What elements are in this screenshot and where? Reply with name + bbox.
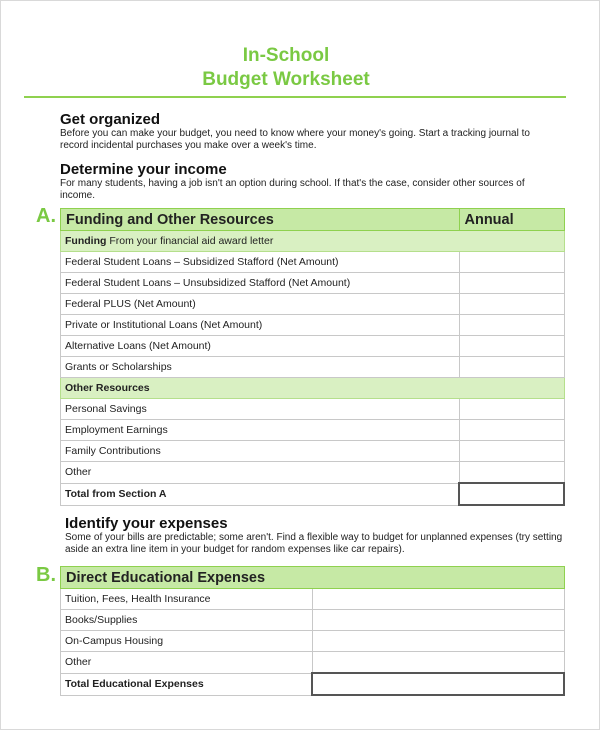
income-line-1: For many students, having a job isn't an option during school. If that's the case, consider other sources of <box>60 178 525 189</box>
annual-amount-cell[interactable] <box>459 420 564 441</box>
annual-amount-cell[interactable] <box>459 441 564 462</box>
amount-cell[interactable] <box>312 610 564 631</box>
other-resources-label: Other Resources <box>61 378 565 399</box>
section-b-title: Direct Educational Expenses <box>61 567 565 589</box>
section-b-table <box>60 566 565 696</box>
row-label: Family Contributions <box>61 441 460 462</box>
row-label: Grants or Scholarships <box>61 357 460 378</box>
funding-subheader <box>61 231 565 252</box>
table-row <box>61 631 565 652</box>
table-row <box>61 336 565 357</box>
amount-cell[interactable] <box>312 589 564 610</box>
annual-amount-cell[interactable] <box>459 273 564 294</box>
table-row <box>61 399 565 420</box>
other-resources-subheader-row <box>61 378 565 399</box>
income-heading: Determine your income <box>60 161 227 178</box>
row-label: Tuition, Fees, Health Insurance <box>61 589 313 610</box>
expenses-line-1: Some of your bills are predictable; some aren't. Find a flexible way to budget for unplanned expenses (try setting <box>65 532 563 543</box>
row-label: Private or Institutional Loans (Net Amount) <box>61 315 460 336</box>
total-label: Total Educational Expenses <box>61 673 313 695</box>
row-label: Other <box>61 652 313 674</box>
table-row <box>61 462 565 484</box>
total-label: Total from Section A <box>61 483 460 505</box>
amount-cell[interactable] <box>312 652 564 674</box>
amount-cell[interactable] <box>312 631 564 652</box>
funding-note: From your financial aid award letter <box>109 235 274 247</box>
section-a-table <box>60 208 565 506</box>
section-a-letter: A. <box>36 205 56 227</box>
table-row <box>61 652 565 674</box>
annual-amount-cell[interactable] <box>459 315 564 336</box>
expenses-heading: Identify your expenses <box>65 515 228 532</box>
row-label: Federal Student Loans – Subsidized Stafford (Net Amount) <box>61 252 460 273</box>
section-b-total-row <box>61 673 565 695</box>
table-row <box>61 610 565 631</box>
annual-amount-cell[interactable] <box>459 399 564 420</box>
expenses-line-2: aside an extra line item in your budget for random expenses like car repairs). <box>65 544 405 555</box>
title-divider <box>24 96 566 98</box>
section-b-letter: B. <box>36 564 56 586</box>
section-b-header-row <box>61 567 565 589</box>
row-label: Federal Student Loans – Unsubsidized Stafford (Net Amount) <box>61 273 460 294</box>
title-line-2: Budget Worksheet <box>202 69 370 90</box>
section-a-total-row <box>61 483 565 505</box>
section-a-header-row <box>61 209 565 231</box>
table-row <box>61 589 565 610</box>
table-row <box>61 420 565 441</box>
get-organized-line-2: record incidental purchases you make over a week's time. <box>60 140 317 151</box>
section-a-title: Funding and Other Resources <box>61 209 460 231</box>
funding-subheader-row <box>61 231 565 252</box>
income-line-2: income. <box>60 190 96 201</box>
annual-amount-cell[interactable] <box>459 336 564 357</box>
row-label: Federal PLUS (Net Amount) <box>61 294 460 315</box>
title-line-1: In-School <box>242 45 330 66</box>
annual-amount-cell[interactable] <box>459 357 564 378</box>
annual-amount-cell[interactable] <box>459 294 564 315</box>
funding-label: Funding <box>65 235 107 247</box>
annual-amount-cell[interactable] <box>459 252 564 273</box>
table-row <box>61 357 565 378</box>
row-label: Personal Savings <box>61 399 460 420</box>
row-label: Other <box>61 462 460 484</box>
row-label: On-Campus Housing <box>61 631 313 652</box>
table-row <box>61 252 565 273</box>
annual-amount-cell[interactable] <box>459 462 564 484</box>
table-row <box>61 441 565 462</box>
row-label: Books/Supplies <box>61 610 313 631</box>
total-amount-cell[interactable] <box>312 673 564 695</box>
row-label: Alternative Loans (Net Amount) <box>61 336 460 357</box>
row-label: Employment Earnings <box>61 420 460 441</box>
annual-header: Annual <box>459 209 564 231</box>
total-amount-cell[interactable] <box>459 483 564 505</box>
table-row <box>61 294 565 315</box>
get-organized-heading: Get organized <box>60 111 161 128</box>
table-row <box>61 315 565 336</box>
table-row <box>61 273 565 294</box>
get-organized-line-1: Before you can make your budget, you need to know where your money's going. Start a tracking journal to <box>60 128 530 139</box>
